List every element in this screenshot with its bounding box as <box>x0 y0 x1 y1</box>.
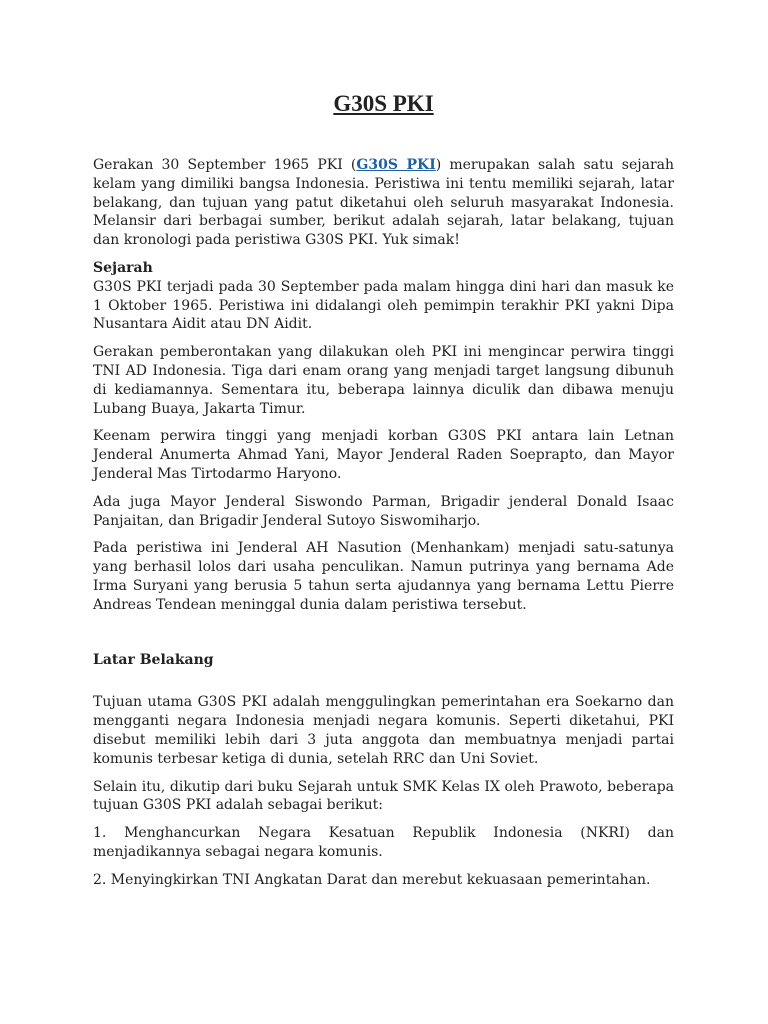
tujuan-list-item-2: 2. Menyingkirkan TNI Angkatan Darat dan merebut kekuasaan pemerintahan. <box>93 871 651 888</box>
sejarah-section <box>93 259 674 334</box>
sejarah-heading: Sejarah <box>93 259 153 276</box>
document-title: G30S PKI <box>333 91 434 116</box>
g30s-pki-link[interactable]: G30S PKI <box>356 157 436 173</box>
latar-belakang-paragraph-1: Tujuan utama G30S PKI adalah menggulingkan pemerintahan era Soekarno dan mengganti negara Indonesia menjadi negara komunis. Seperti diketahui, PKI disebut memiliki lebih dari 3 juta anggota dan membuatnya menjadi partai komunis terbesar ketiga di dunia, setelah RRC dan Uni Soviet. <box>93 694 674 767</box>
sejarah-paragraph-4: Ada juga Mayor Jenderal Siswondo Parman, Brigadir jenderal Donald Isaac Panjaitan, dan Brigadir Jenderal Sutoyo Siswomiharjo. <box>93 493 674 529</box>
intro-text-after-link: ) merupakan salah satu sejarah kelam yang dimiliki bangsa Indonesia. Peristiwa ini tentu memiliki sejarah, latar belakang, dan tujuan yang patut diketahui oleh seluruh masyarakat Indonesia. Melansir dari berbagai sumber, berikut adalah sejarah, latar belakang, tujuan dan kronologi pada peristiwa G30S PKI. Yuk simak! <box>93 157 675 249</box>
latar-belakang-heading: Latar Belakang <box>93 651 214 668</box>
sejarah-paragraph-2: Gerakan pemberontakan yang dilakukan oleh PKI ini mengincar perwira tinggi TNI AD Indonesia. Tiga dari enam orang yang menjadi target langsung dibunuh di kediamannya. Sementara itu, beberapa lainnya diculik dan dibawa menuju Lubang Buaya, Jakarta Timur. <box>93 344 674 417</box>
sejarah-paragraph-1: G30S PKI terjadi pada 30 September pada malam hingga dini hari dan masuk ke 1 Oktober 1965. Peristiwa ini didalangi oleh pemimpin terakhir PKI yakni Dipa Nusantara Aidit atau DN Aidit. <box>93 278 674 333</box>
latar-belakang-paragraph-2: Selain itu, dikutip dari buku Sejarah untuk SMK Kelas IX oleh Prawoto, beberapa tujuan G30S PKI adalah sebagai berikut: <box>93 778 674 814</box>
intro-paragraph <box>93 156 674 250</box>
intro-text-before-link: Gerakan 30 September 1965 PKI ( <box>93 157 357 173</box>
sejarah-paragraph-5: Pada peristiwa ini Jenderal AH Nasution (Menhankam) menjadi satu-satunya yang berhasil lolos dari usaha penculikan. Namun putrinya yang bernama Ade Irma Suryani yang berusia 5 tahun serta ajudannya yang bernama Lettu Pierre Andreas Tendean meninggal dunia dalam peristiwa tersebut. <box>93 540 674 613</box>
tujuan-list-item-1: 1. Menghancurkan Negara Kesatuan Republik Indonesia (NKRI) dan menjadikannya sebagai negara komunis. <box>93 825 674 860</box>
sejarah-paragraph-3: Keenam perwira tinggi yang menjadi korban G30S PKI antara lain Letnan Jenderal Anumerta Ahmad Yani, Mayor Jenderal Raden Soeprapto, dan Mayor Jenderal Mas Tirtodarmo Haryono. <box>93 428 674 482</box>
document-page <box>93 88 674 899</box>
